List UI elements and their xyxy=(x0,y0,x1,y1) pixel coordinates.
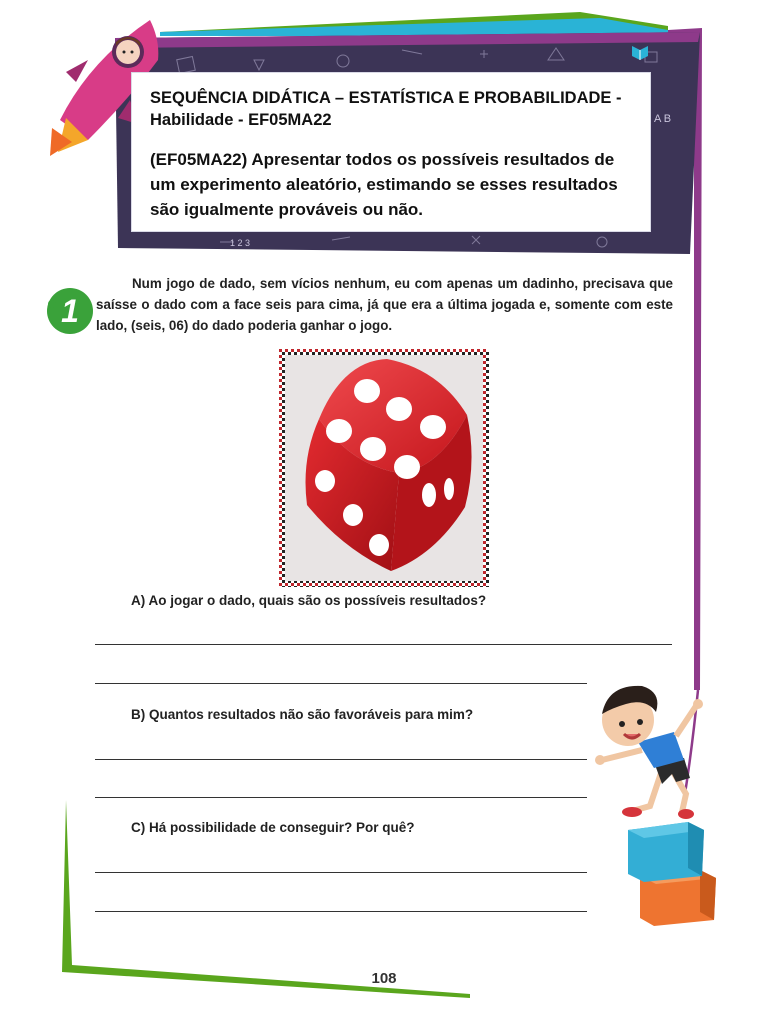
answer-line-c1[interactable] xyxy=(95,872,587,873)
chalk-letters: A B xyxy=(654,113,672,125)
answer-line-c2[interactable] xyxy=(95,911,587,912)
question-b: B) Quantos resultados não são favoráveis para mim? xyxy=(131,707,474,722)
page-number: 108 xyxy=(371,970,397,987)
answer-line-b2[interactable] xyxy=(95,797,587,798)
answer-line-a2[interactable] xyxy=(95,683,587,684)
chalk-numbers: 1 2 3 xyxy=(230,238,251,248)
answer-line-b1[interactable] xyxy=(95,759,587,760)
boy-illustration xyxy=(588,680,718,930)
intro-text: Num jogo de dado, sem vícios nenhum, eu com apenas um dadinho, precisava que saísse o dado com a face seis para cima, já que era a última jogada e, somente com este lado, (seis, 06) do dado poderia ganhar o jogo. xyxy=(96,276,673,333)
exercise-intro xyxy=(96,273,673,336)
header-description: (EF05MA22) Apresentar todos os possíveis resultados de um experimento aleatório, estimando se esses resultados são igualmente prováveis ou não. xyxy=(150,150,618,219)
question-c: C) Há possibilidade de conseguir? Por quê? xyxy=(131,820,415,835)
stacked-blocks xyxy=(628,822,716,926)
exercise-number-badge xyxy=(42,284,96,338)
answer-line-a1[interactable] xyxy=(95,644,672,645)
header-box xyxy=(131,72,651,232)
question-a: A) Ao jogar o dado, quais são os possíveis resultados? xyxy=(131,593,487,608)
exercise-number: 1 xyxy=(61,293,79,329)
dice-image xyxy=(279,349,489,587)
header-title: SEQUÊNCIA DIDÁTICA – ESTATÍSTICA E PROBABILIDADE - Habilidade - EF05MA22 xyxy=(150,89,622,129)
